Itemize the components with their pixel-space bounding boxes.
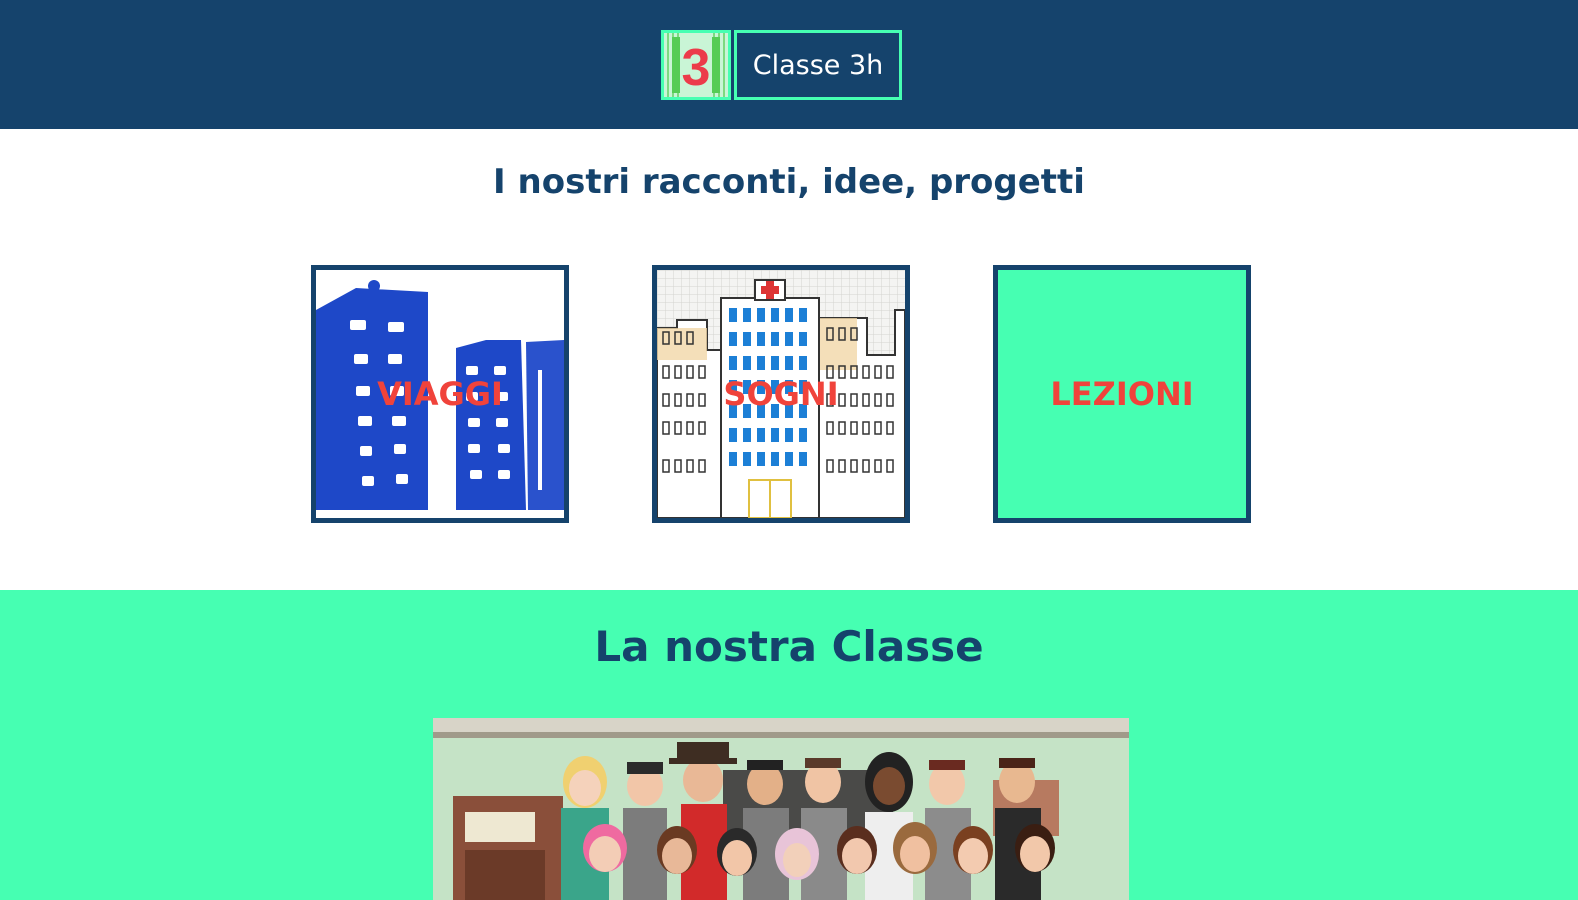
card-lezioni[interactable] [993, 265, 1251, 523]
card-label-sogni: SOGNI [723, 375, 839, 413]
logo-graphic [664, 33, 728, 97]
card-label-viaggi: VIAGGI [377, 375, 503, 413]
class-avatars-illustration [433, 718, 1129, 900]
card-sogni[interactable] [652, 265, 910, 523]
card-viaggi[interactable] [311, 265, 569, 523]
section-title-stories: I nostri racconti, idee, progetti [493, 162, 1085, 202]
class-title-link[interactable]: Classe 3h [734, 30, 902, 100]
site-logo[interactable] [661, 30, 731, 100]
card-label-lezioni: LEZIONI [1050, 375, 1194, 413]
site-header [0, 0, 1578, 129]
logo-text: 3 [681, 39, 711, 97]
class-group-image[interactable] [433, 718, 1129, 900]
section-title-class: La nostra Classe [594, 622, 984, 671]
